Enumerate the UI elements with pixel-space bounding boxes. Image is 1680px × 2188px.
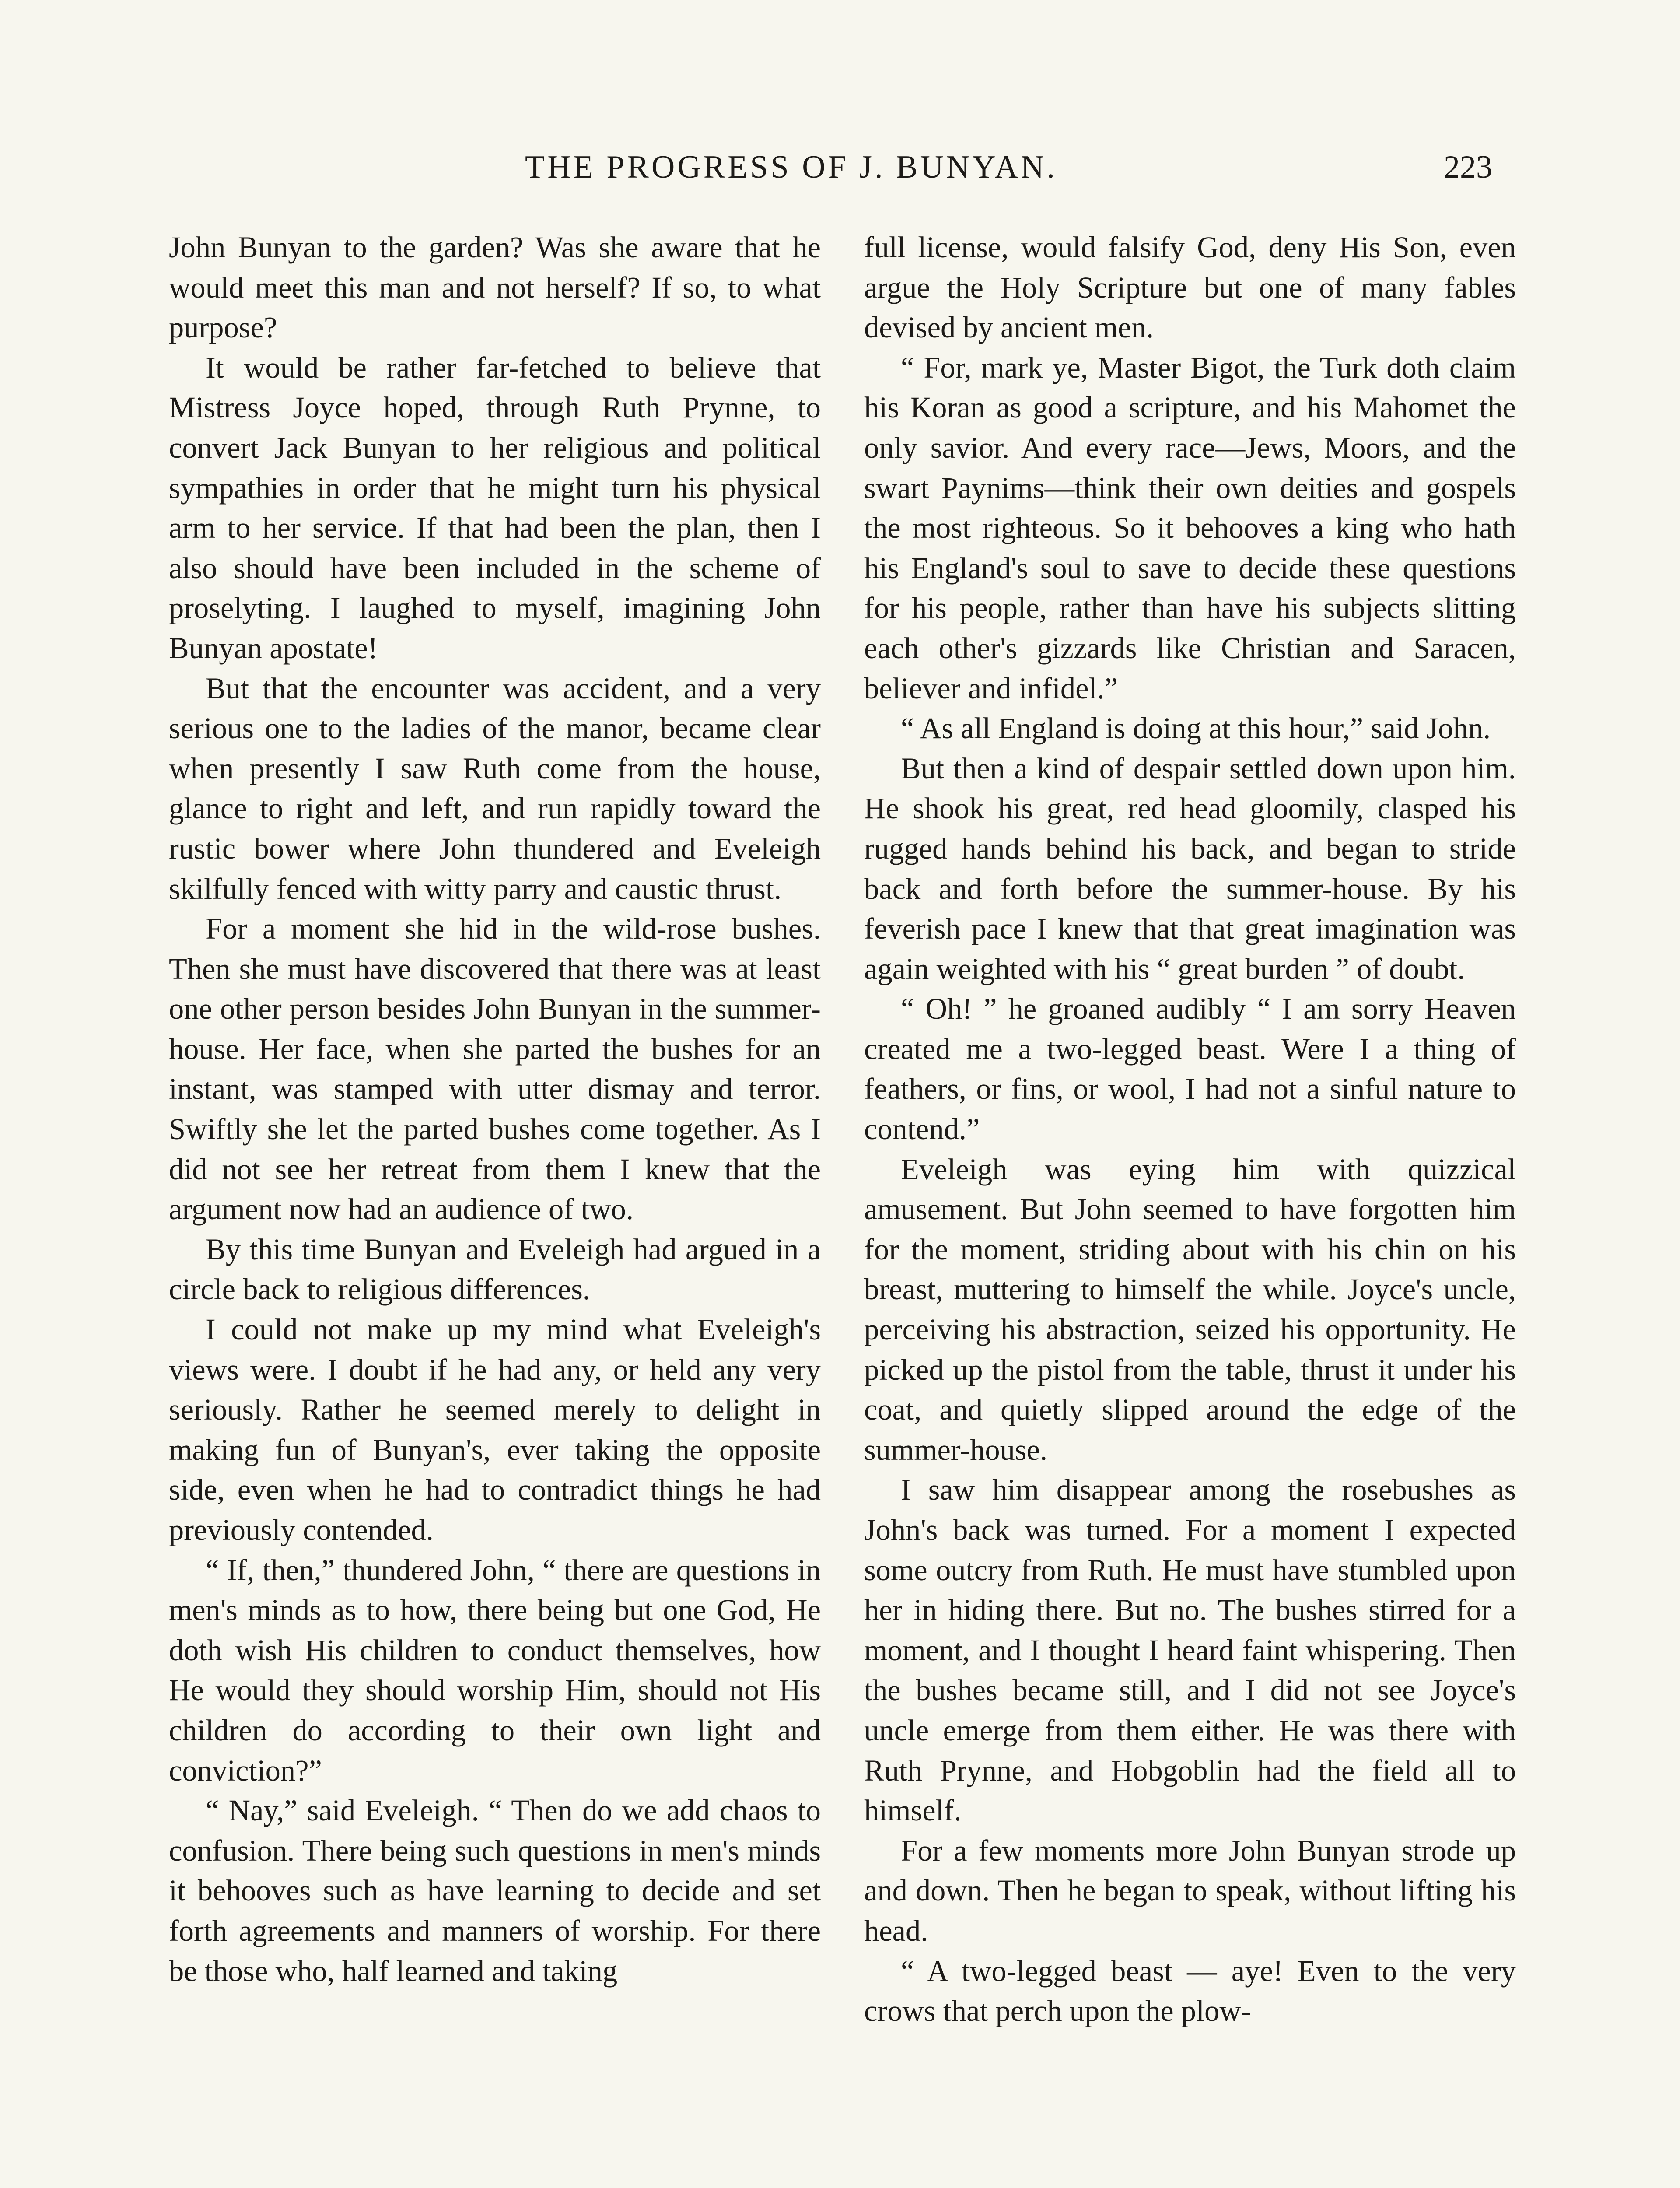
paragraph: “ Nay,” said Eveleigh. “ Then do we add chaos to confusion. There being such questions in men's minds it behooves such as have learning to decide and set forth agreements and manners of worship. For there be those who, half learned and taking: [169, 1794, 821, 1988]
paragraph: John Bunyan to the garden? Was she aware that he would meet this man and not herself? If so, to what purpose?: [169, 231, 821, 344]
paragraph: It would be rather far-fetched to believe that Mistress Joyce hoped, through Ruth Prynne, to convert Jack Bunyan to her religious and political sympathies in order that he might turn his physical arm to her service. If that had been the plan, then I also should have been included in the scheme of proselyting. I laughed to myself, imagining John Bunyan apostate!: [169, 351, 821, 665]
paragraph: For a moment she hid in the wild-rose bushes. Then she must have discovered that there was at least one other person besides John Bunyan in the summer-house. Her face, when she parted the bushes for an instant, was stamped with utter dismay and terror. Swiftly she let the parted bushes come together. As I did not see her retreat from them I knew that the argument now had an audience of two.: [169, 912, 821, 1226]
paragraph: Eveleigh was eying him with quizzical amusement. But John seemed to have forgotten him for the moment, striding about with his chin on his breast, muttering to himself the while. Joyce's uncle, perceiving his abstraction, seized his opportunity. He picked up the pistol from the table, thrust it under his coat, and quietly slipped around the edge of the summer-house.: [864, 1152, 1516, 1466]
paragraph: “ Oh! ” he groaned audibly “ I am sorry Heaven created me a two-legged beast. Were I a thing of feathers, or fins, or wool, I had not a sinful nature to contend.”: [864, 992, 1516, 1146]
paragraph: For a few moments more John Bunyan strode up and down. Then he began to speak, without lifting his head.: [864, 1834, 1516, 1947]
paragraph: “ A two-legged beast — aye! Even to the very crows that perch upon the plow-: [864, 1954, 1516, 2028]
paragraph: I could not make up my mind what Eveleigh's views were. I doubt if he had any, or held any very seriously. Rather he seemed merely to delight in making fun of Bunyan's, ever taking the opposite side, even when he had to contradict things he had previously contended.: [169, 1313, 821, 1546]
paragraph: But that the encounter was accident, and a very serious one to the ladies of the manor, became clear when presently I saw Ruth come from the house, glance to right and left, and run rapidly toward the rustic bower where John thundered and Eveleigh skilfully fenced with witty parry and caustic thrust.: [169, 671, 821, 905]
left-text-column: [169, 228, 821, 1991]
paragraph: By this time Bunyan and Eveleigh had argued in a circle back to religious differences.: [169, 1232, 821, 1306]
paragraph: I saw him disappear among the rosebushes as John's back was turned. For a moment I expected some outcry from Ruth. He must have stumbled upon her in hiding there. But no. The bushes stirred for a moment, and I thought I heard faint whispering. Then the bushes became still, and I did not see Joyce's uncle emerge from them either. He was there with Ruth Prynne, and Hobgoblin had the field all to himself.: [864, 1473, 1516, 1827]
paragraph: “ For, mark ye, Master Bigot, the Turk doth claim his Koran as good a scripture, and his Mahomet the only savior. And every race—Jews, Moors, and the swart Paynims—think their own deities and gospels the most righteous. So it behooves a king who hath his England's soul to save to decide these questions for his people, rather than have his subjects slitting each other's gizzards like Christian and Saracen, believer and infidel.”: [864, 351, 1516, 705]
page-number: 223: [1444, 149, 1492, 185]
right-text-column: [864, 228, 1516, 2031]
running-title: THE PROGRESS OF J. BUNYAN.: [525, 149, 1057, 185]
paragraph: full license, would falsify God, deny His Son, even argue the Holy Scripture but one of many fables devised by ancient men.: [864, 231, 1516, 344]
paragraph: “ As all England is doing at this hour,” said John.: [901, 712, 1491, 745]
paragraph: “ If, then,” thundered John, “ there are questions in men's minds as to how, there being but one God, He doth wish His children to conduct themselves, how He would they should worship Him, should not His children do according to their own light and conviction?”: [169, 1553, 821, 1787]
paragraph: But then a kind of despair settled down upon him. He shook his great, red head gloomily, clasped his rugged hands behind his back, and began to stride back and forth before the summer-house. By his feverish pace I knew that that great imagination was again weighted with his “ great burden ” of doubt.: [864, 751, 1516, 985]
